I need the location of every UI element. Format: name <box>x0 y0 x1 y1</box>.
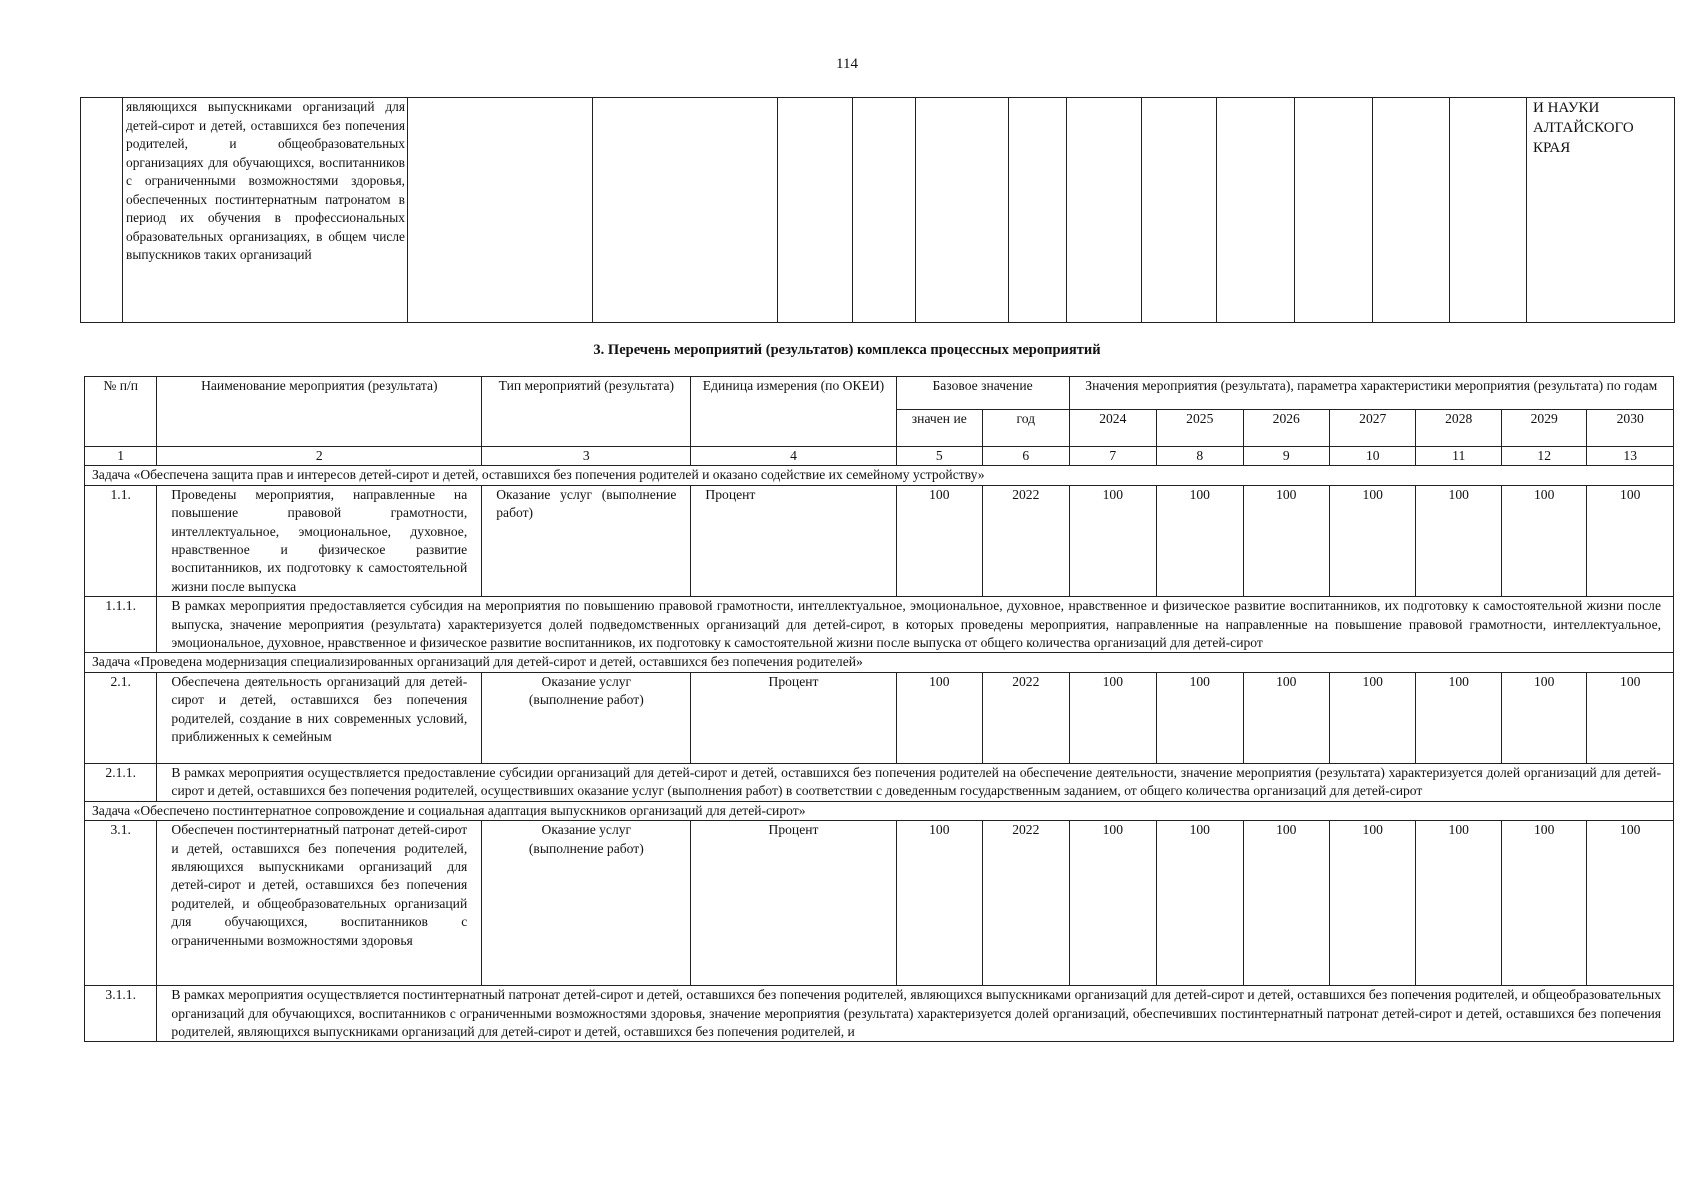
activity-type: Оказание услуг (выполнение работ) <box>482 821 691 986</box>
header-year: 2028 <box>1416 410 1501 447</box>
col-number: 6 <box>983 447 1070 466</box>
base-year: 2022 <box>983 821 1070 986</box>
base-year: 2022 <box>983 672 1070 763</box>
sub-activity-text: В рамках мероприятия осуществляется предоставление субсидии организаций для детей-сирот и детей, оставшихся без попечения родителей на обеспечение деятельности, значение мероприятия (результата) характеризуется долей организаций для детей-сирот и детей, оставшихся без попечения родителей, осуществивших оказание услуг (выполнения работ) в соответствии с доведенным государственным заданием, от общего количества организаций для детей-сирот <box>157 763 1674 801</box>
year-value: 100 <box>1243 485 1329 596</box>
activity-type: Оказание услуг (выполнение работ) <box>482 485 691 596</box>
year-value: 100 <box>1501 672 1586 763</box>
base-value: 100 <box>896 672 982 763</box>
year-value: 100 <box>1330 672 1416 763</box>
page-number: 114 <box>836 56 858 72</box>
sub-activity-text: В рамках мероприятия осуществляется постинтернатный патронат детей-сирот и детей, оставшихся без попечения родителей, являющихся выпускниками организаций для детей-сирот и детей, оставшихся без попечения родителей, и общеобразовательных организаций для обучающихся, воспитанников с ограниченными возможностями здоровья, значение мероприятия (результата) характеризуется долей организаций, обеспечивших постинтернатный патронат детей-сирот и детей, оставшихся без попечения родителей, являющихся выпускниками организаций для детей-сирот и детей, оставшихся без попечения родителей, и <box>157 986 1674 1042</box>
year-value: 100 <box>1416 672 1501 763</box>
sub-activity-num: 3.1.1. <box>85 986 157 1042</box>
task-row: Задача «Проведена модернизация специализированных организаций для детей-сирот и детей, оставшихся без попечения родителей» <box>85 653 1674 672</box>
header-values: Значения мероприятия (результата), параметра характеристики мероприятия (результата) по годам <box>1069 377 1673 410</box>
col-number: 10 <box>1330 447 1416 466</box>
activities-table <box>84 376 1674 1042</box>
year-value: 100 <box>1501 821 1586 986</box>
activity-unit: Процент <box>691 672 896 763</box>
col-number: 9 <box>1243 447 1329 466</box>
activity-name: Обеспечена деятельность организаций для детей-сирот и детей, оставшихся без попечения родителей, создание в них современных условий, приближенных к семейным <box>157 672 482 763</box>
task-row: Задача «Обеспечена защита прав и интересов детей-сирот и детей, оставшихся без попечения родителей и оказано содействие их семейному устройству» <box>85 466 1674 485</box>
year-value: 100 <box>1330 485 1416 596</box>
col-number: 12 <box>1501 447 1586 466</box>
sub-activity-text: В рамках мероприятия предоставляется субсидия на мероприятия по повышению правовой грамотности, интеллектуальное, эмоциональное, духовное, нравственное и физическое развитие воспитанников, их подготовку к самостоятельной жизни после выпуска, значение мероприятия (результата) характеризуется долей подведомственных организаций для детей-сирот, в которых проведены мероприятия, направленные на направленные на повышение правовой грамотности, интеллектуальное, эмоциональное, духовное, нравственное и физическое развитие воспитанников, их подготовку к самостоятельной жизни после выпуска от общего количества организаций для детей-сирот <box>157 597 1674 653</box>
section-title: 3. Перечень мероприятий (результатов) комплекса процессных мероприятий <box>593 342 1101 358</box>
year-value: 100 <box>1243 821 1329 986</box>
col-number: 4 <box>691 447 896 466</box>
col-number: 3 <box>482 447 691 466</box>
col-number: 8 <box>1157 447 1243 466</box>
sub-activity-num: 1.1.1. <box>85 597 157 653</box>
header-year: 2024 <box>1069 410 1156 447</box>
header-year: 2030 <box>1587 410 1674 447</box>
year-value: 100 <box>1157 672 1243 763</box>
header-type: Тип мероприятий (результата) <box>482 377 691 447</box>
header-year: 2025 <box>1157 410 1243 447</box>
header-num: № п/п <box>85 377 157 447</box>
col-number: 1 <box>85 447 157 466</box>
year-value: 100 <box>1587 485 1674 596</box>
year-value: 100 <box>1157 821 1243 986</box>
base-year: 2022 <box>983 485 1070 596</box>
year-value: 100 <box>1243 672 1329 763</box>
col-number: 2 <box>157 447 482 466</box>
year-value: 100 <box>1416 485 1501 596</box>
activity-name: Обеспечен постинтернатный патронат детей-сирот и детей, оставшихся без попечения родителей, являющихся выпускниками организаций для детей-сирот и детей, оставшихся без попечения родителей, и общеобразовательных организаций для обучающихся, воспитанников с ограниченными возможностями здоровья <box>157 821 482 986</box>
header-unit: Единица измерения (по ОКЕИ) <box>691 377 896 447</box>
activity-num: 2.1. <box>85 672 157 763</box>
year-value: 100 <box>1069 485 1156 596</box>
cell-empty <box>81 98 123 323</box>
activity-unit: Процент <box>691 485 896 596</box>
activity-num: 1.1. <box>85 485 157 596</box>
header-base-value: значен ие <box>896 410 982 447</box>
year-value: 100 <box>1069 672 1156 763</box>
year-value: 100 <box>1587 672 1674 763</box>
base-value: 100 <box>896 821 982 986</box>
year-value: 100 <box>1330 821 1416 986</box>
header-year: 2029 <box>1501 410 1586 447</box>
activity-name: Проведены мероприятия, направленные на повышение правовой грамотности, интеллектуальное, эмоциональное, духовное, нравственное и физическое развитие воспитанников, их подготовку к самостоятельной жизни после выпуска <box>157 485 482 596</box>
activity-unit: Процент <box>691 821 896 986</box>
header-base: Базовое значение <box>896 377 1069 410</box>
sub-activity-num: 2.1.1. <box>85 763 157 801</box>
year-value: 100 <box>1587 821 1674 986</box>
base-value: 100 <box>896 485 982 596</box>
col-number: 7 <box>1069 447 1156 466</box>
header-year: 2026 <box>1243 410 1329 447</box>
activity-type: Оказание услуг (выполнение работ) <box>482 672 691 763</box>
indicator-description: являющихся выпускниками организаций для детей-сирот и детей, оставшихся без попечения родителей, и общеобразовательных организациях для обучающихся, воспитанников с ограниченными возможностями здоровья, обеспеченных постинтернатным патронатом в период их обучения в профессиональных образовательных организациях, в общем числе выпускников таких организаций <box>123 98 408 323</box>
col-number: 5 <box>896 447 982 466</box>
continuation-table <box>80 97 1675 323</box>
year-value: 100 <box>1416 821 1501 986</box>
activity-num: 3.1. <box>85 821 157 986</box>
year-value: 100 <box>1069 821 1156 986</box>
responsible-org: И НАУКИ АЛТАЙСКОГО КРАЯ <box>1527 98 1675 323</box>
header-name: Наименование мероприятия (результата) <box>157 377 482 447</box>
header-year: 2027 <box>1330 410 1416 447</box>
task-row: Задача «Обеспечено постинтернатное сопровождение и социальная адаптация выпускников организаций для детей-сирот» <box>85 801 1674 820</box>
header-base-year: год <box>983 410 1070 447</box>
col-number: 11 <box>1416 447 1501 466</box>
year-value: 100 <box>1501 485 1586 596</box>
year-value: 100 <box>1157 485 1243 596</box>
col-number: 13 <box>1587 447 1674 466</box>
